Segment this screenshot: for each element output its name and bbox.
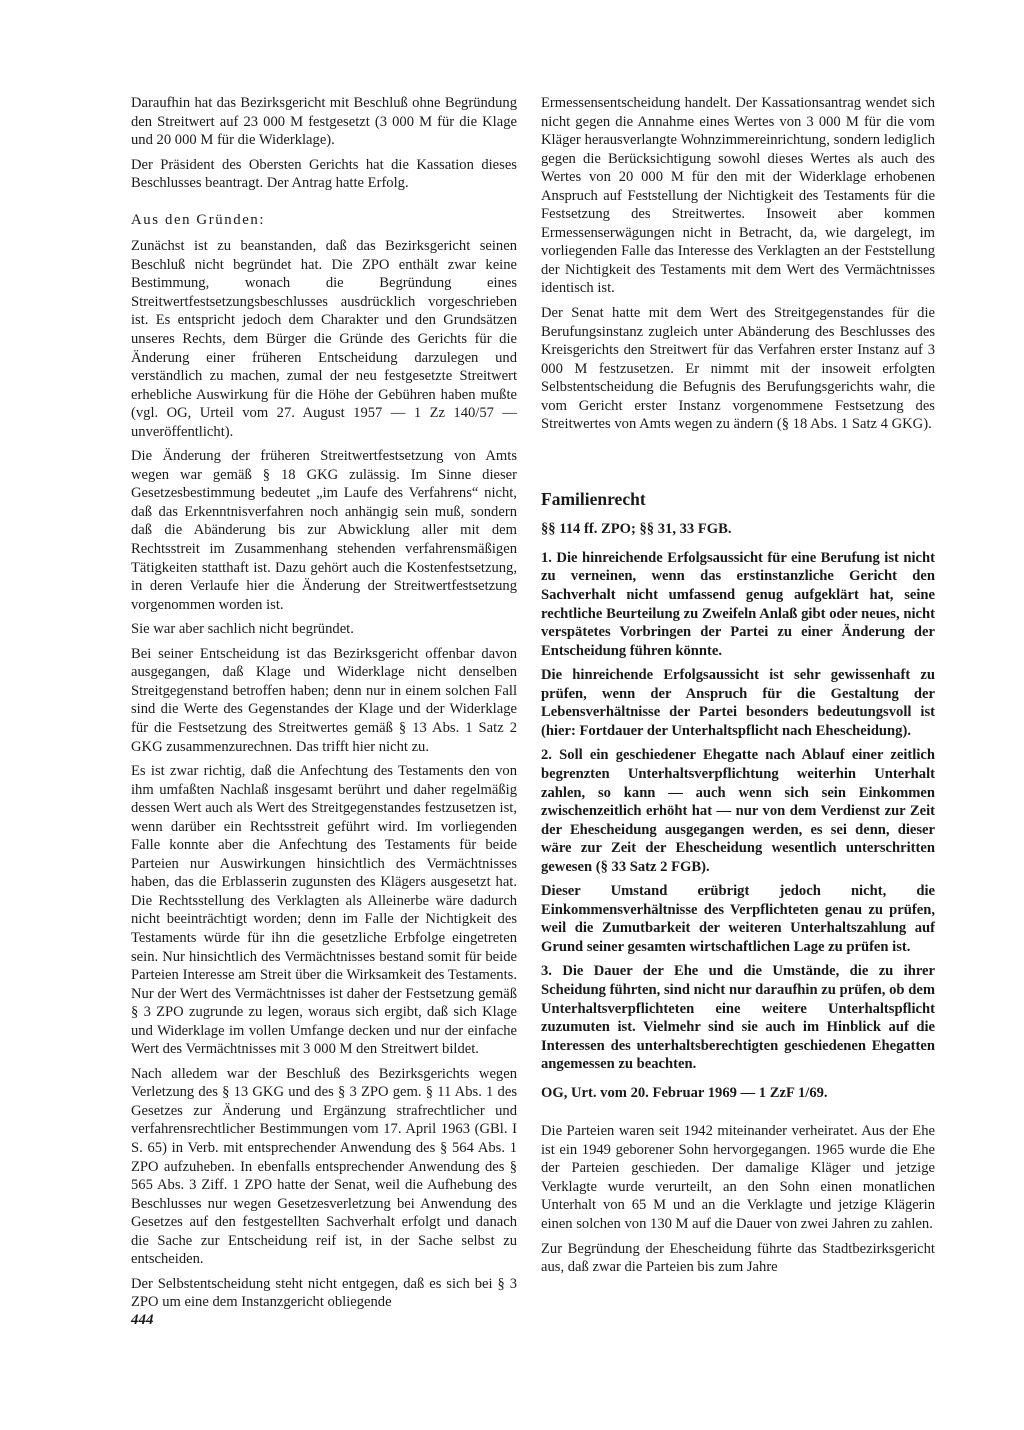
paragraph: Die Änderung der früheren Streitwertfestsetzung von Amts wegen war gemäß § 18 GKG zulässig. Im Sinne dieser Gesetzesbestimmung bedeutet „im Laufe des Verfahrens“ nicht, daß das Erkenntnisverfahren noch anhängig sein muß, sondern daß die Abänderung bis zur Abwicklung aller mit dem Rechtsstreit im Zusammenhang stehenden verfahrensmäßigen Tätigkeiten statthaft ist. Dazu gehört auch die Kostenfestsetzung, in deren Verlaufe hier die Änderung der Streitwertfestsetzung vorgenommen worden ist.	[131, 448, 517, 613]
paragraph: Der Präsident des Obersten Gerichts hat die Kassation dieses Beschlusses beantragt. Der Antrag hatte Erfolg.	[131, 156, 517, 192]
paragraph: Zunächst ist zu beanstanden, daß das Bezirksgericht seinen Beschluß nicht begründet hat. Die ZPO enthält zwar keine Bestimmung, wonach die Begründung eines Streitwertfestsetzungsbeschlusses ausdrücklich vorgeschrieben ist. Es entspricht jedoch dem Charakter und den Grundsätzen unseres Rechts, dem Bürger die Gründe des Gerichts für die Änderung einer früheren Entscheidung darzulegen und verständlich zu machen, zumal der neu festgesetzte Streitwert erhebliche Auswirkung für die Höhe der Gebühren haben mußte (vgl. OG, Urteil vom 27. August 1957 — 1 Zz 140/57 — unveröffentlicht).	[131, 238, 517, 440]
paragraph: Die Parteien waren seit 1942 miteinander verheiratet. Aus der Ehe ist ein 1949 geborener Sohn hervorgegangen. 1965 wurde die Ehe der Parteien geschieden. Der damalige Kläger und jetzige Verklagte wurde verurteilt, an den Sohn einen monatlichen Unterhalt von 65 M und an die Verklagte und jetzige Klägerin einen solchen von 130 M auf die Dauer von zwei Jahren zu zahlen.	[541, 1123, 935, 1232]
headnote: 1. Die hinreichende Erfolgsaussicht für eine Berufung ist nicht zu verneinen, wenn das erstinstanzliche Gericht den Sachverhalt nicht umfassend genug aufgeklärt hat, seine rechtliche Beurteilung zu Zweifeln Anlaß gibt oder neues, nicht verspätetes Vorbringen der Partei zu einer Änderung der Entscheidung führen könnte.	[541, 549, 935, 659]
paragraph: Es ist zwar richtig, daß die Anfechtung des Testaments den von ihm umfaßten Nachlaß insgesamt berührt und daher regelmäßig dessen Wert auch als Wert des Streitgegenstandes festzusetzen ist, wenn darüber ein Rechtsstreit geführt wird. Im vorliegenden Falle konnte aber die Anfechtung des Testaments für beide Parteien nur Auswirkungen hinsichtlich des Vermächtnisses haben, das die Erblasserin zugunsten des Klägers ausgesetzt hat. Die Rechtsstellung des Verklagten als Alleinerbe wäre dadurch nicht beeinträchtigt worden; denn im Falle der Nichtigkeit des Testaments würde für ihn die gesetzliche Erbfolge eingetreten sein. Nur hinsichtlich des Vermächtnisses bestand somit für beide Parteien Interesse am Streit über die Wirksamkeit des Testaments. Nur der Wert des Vermächtnisses ist daher der Festsetzung gemäß § 3 ZPO zugrunde zu legen, woraus sich ergibt, daß sich Klage und Widerklage im vollen Umfange decken und nur der einfache Wert des Vermächtnisses mit 3 000 M den Streitwert bildet.	[131, 763, 517, 1058]
paragraph: Daraufhin hat das Bezirksgericht mit Beschluß ohne Begründung den Streitwert auf 23 000 M festgesetzt (3 000 M für die Klage und 20 000 M für die Widerklage).	[131, 95, 517, 149]
paragraph: Sie war aber sachlich nicht begründet.	[131, 621, 354, 638]
right-column	[541, 94, 935, 1283]
paragraph: Ermessensentscheidung handelt. Der Kassationsantrag wendet sich nicht gegen die Annahme eines Wertes von 3 000 M für die vom Kläger herausverlangte Wohnzimmereinrichtung, sondern lediglich gegen die Berücksichtigung sowohl dieses Wertes als auch des Wertes von 20 000 M für den mit der Widerklage erhobenen Anspruch auf Feststellung der Nichtigkeit des Testaments für die Festsetzung des Streitwertes. Insoweit aber kommen Ermessenserwägungen nicht in Betracht, da, wie dargelegt, im vorliegenden Falle das Interesse des Verklagten an der Feststellung der Nichtigkeit des Testaments mit dem Wert des Vermächtnisses identisch ist.	[541, 95, 935, 297]
headnote: Dieser Umstand erübrigt jedoch nicht, die Einkommensverhältnisse des Verpflichteten genau zu prüfen, weil die Zumutbarkeit der weiteren Unterhaltszahlung auf Grund seiner gesamten wirtschaftlichen Lage zu prüfen ist.	[541, 883, 935, 955]
paragraph: Bei seiner Entscheidung ist das Bezirksgericht offenbar davon ausgegangen, daß Klage und Widerklage nicht denselben Streitgegenstand betroffen haben; denn nur in einem solchen Fall sind die Werte des Gegenstandes der Klage und der Widerklage für die Festsetzung des Streitwertes gemäß § 13 Abs. 1 Satz 2 GKG zusammenzurechnen. Das trifft hier nicht zu.	[131, 645, 517, 755]
headnote: 3. Die Dauer der Ehe und die Umstände, die zu ihrer Scheidung führten, sind nicht nur daraufhin zu prüfen, ob dem Unterhaltsverpflichteten eine weitere Unterhaltspflicht zuzumuten ist. Vielmehr sind sie auch im Hinblick auf die Interessen des unterhaltsberechtigten geschiedenen Ehegatten angemessen zu beachten.	[541, 963, 935, 1073]
left-column	[131, 94, 517, 1318]
section-heading: Familienrecht	[541, 488, 646, 509]
page-number: 444	[131, 1312, 154, 1328]
headnote: Die hinreichende Erfolgsaussicht ist sehr gewissenhaft zu prüfen, wenn der Anspruch für die Gestaltung der Lebensverhältnisse der Partei besonders bedeutungsvoll ist (hier: Fortdauer der Unterhaltspflicht nach Ehescheidung).	[541, 667, 935, 739]
paragraph: Der Senat hatte mit dem Wert des Streitgegenstandes für die Berufungsinstanz zugleich unter Abänderung des Beschlusses des Kreisgerichts den Streitwert für das Verfahren erster Instanz auf 3 000 M festzusetzen. Er nimmt mit der insoweit erfolgten Selbstentscheidung die Befugnis des Berufungsgerichts wahr, die vom Gericht erster Instanz vorgenommene Festsetzung des Streitwertes von Amts wegen zu ändern (§ 18 Abs. 1 Satz 4 GKG).	[541, 305, 935, 433]
law-reference: §§ 114 ff. ZPO; §§ 31, 33 FGB.	[541, 521, 732, 538]
section-heading: Aus den Gründen:	[131, 211, 266, 228]
court-citation: OG, Urt. vom 20. Februar 1969 — 1 ZzF 1/69.	[541, 1084, 828, 1101]
paragraph: Zur Begründung der Ehescheidung führte das Stadtbezirksgericht aus, daß zwar die Parteien bis zum Jahre	[541, 1240, 935, 1276]
paragraph: Nach alledem war der Beschluß des Bezirksgerichts wegen Verletzung des § 13 GKG und des § 3 ZPO gem. § 11 Abs. 1 des Gesetzes zur Änderung und Ergänzung strafrechtlicher und verfahrensrechtlicher Bestimmungen vom 17. April 1963 (GBl. I S. 65) in Verb. mit entsprechender Anwendung des § 564 Abs. 1 ZPO aufzuheben. In ebenfalls entsprechender Anwendung des § 565 Abs. 3 Ziff. 1 ZPO hatte der Senat, weil die Aufhebung des Beschlusses nur wegen Gesetzesverletzung bei Anwendung des Gesetzes auf den festgestellten Sachverhalt erfolgt und danach die Sache zur Entscheidung reif ist, in der Sache selbst zu entscheiden.	[131, 1065, 517, 1268]
paragraph: Der Selbstentscheidung steht nicht entgegen, daß es sich bei § 3 ZPO um eine dem Instanzgericht obliegende	[131, 1275, 517, 1311]
headnote: 2. Soll ein geschiedener Ehegatte nach Ablauf einer zeitlich begrenzten Unterhaltsverpflichtung weiterhin Unterhalt zahlen, so kann — auch wenn sich sein Einkommen zwischenzeitlich erhöht hat — nur von dem Verdienst zur Zeit der Ehescheidung ausgegangen werden, es sei denn, dieser wäre zur Zeit der Ehescheidung wesentlich unterschritten gewesen (§ 33 Satz 2 FGB).	[541, 747, 935, 875]
